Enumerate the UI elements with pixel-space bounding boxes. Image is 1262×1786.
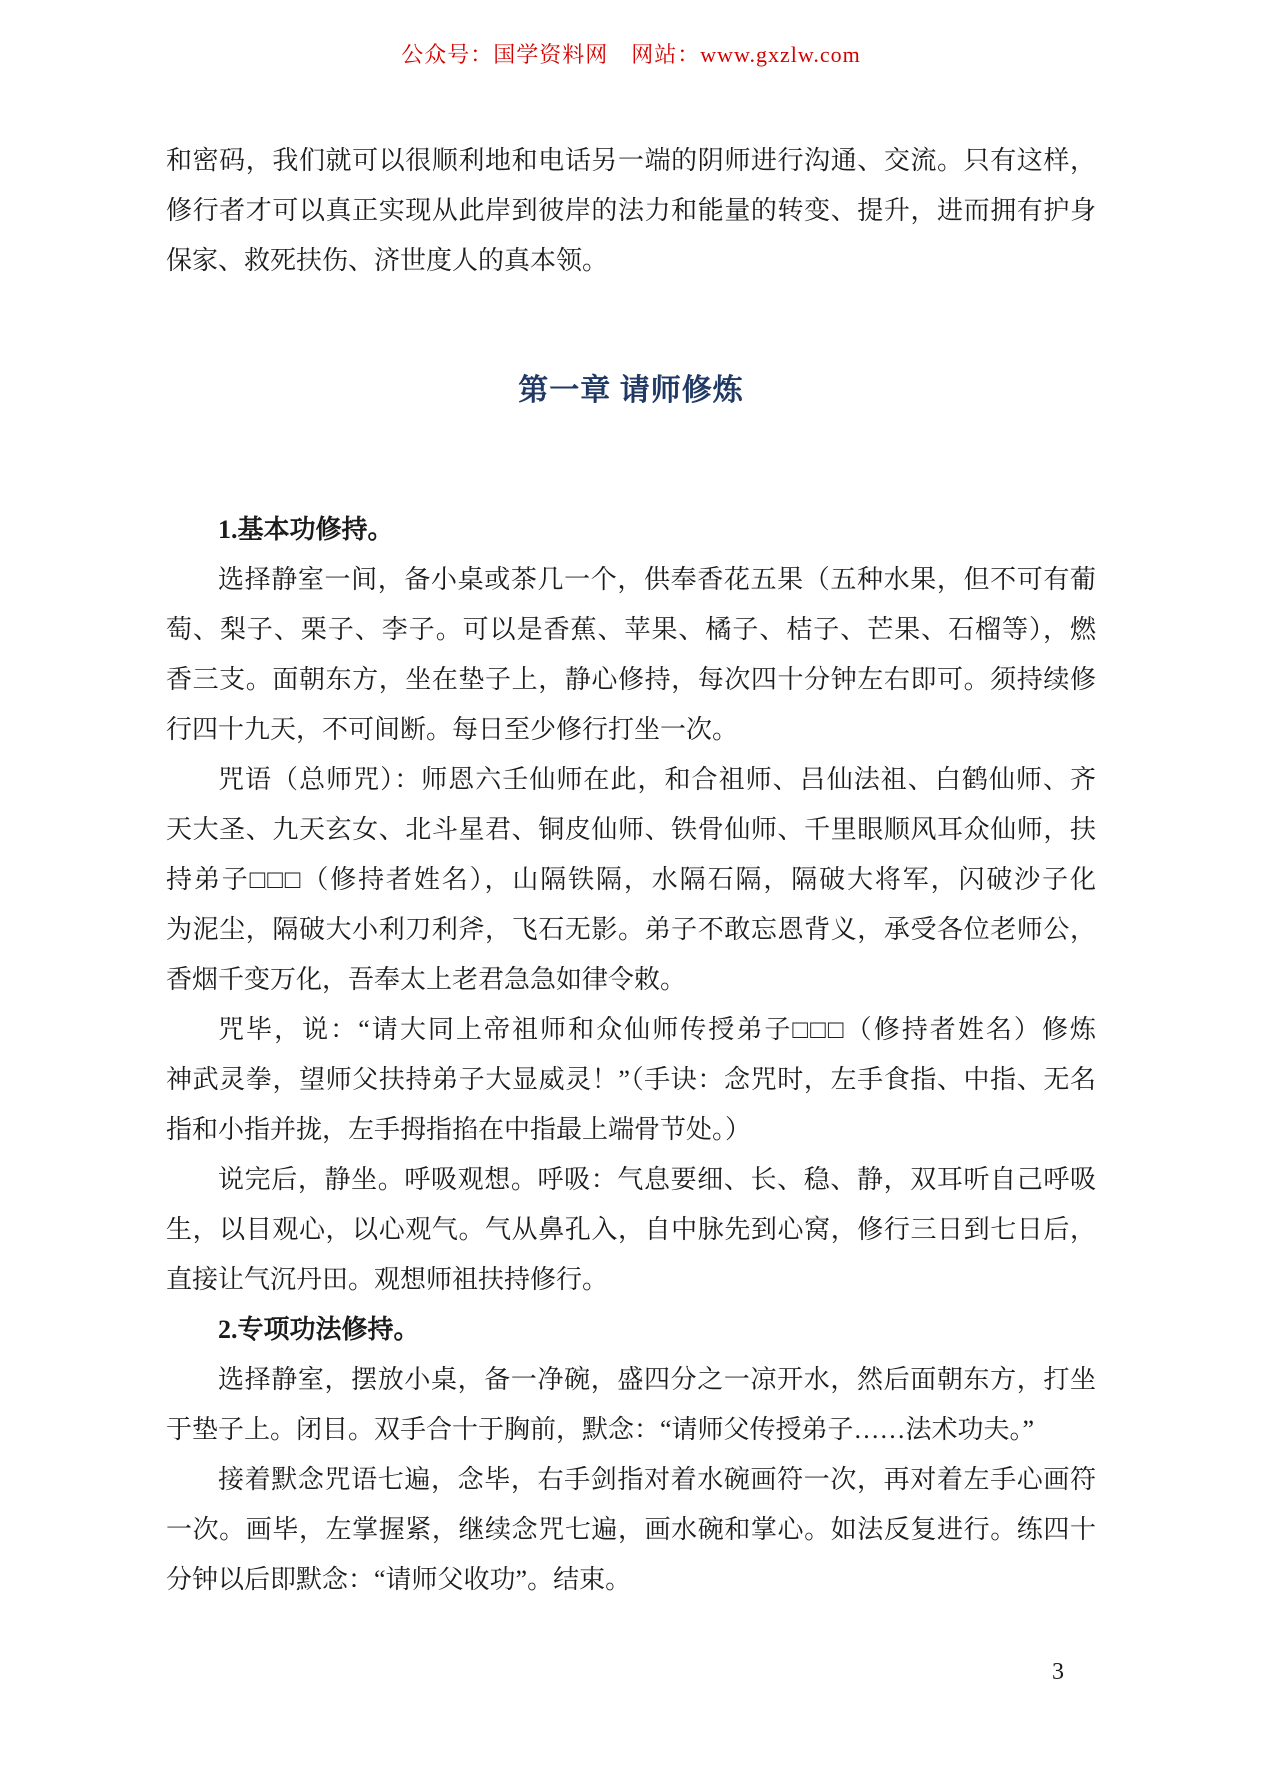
body-line: 为泥尘，隔破大小利刀利斧，飞石无影。弟子不敢忘恩背义，承受各位老师公， bbox=[166, 915, 1096, 944]
chapter-title: 第一章 请师修炼 bbox=[518, 374, 744, 407]
chapter-body bbox=[166, 505, 1096, 1605]
paragraph bbox=[166, 755, 1096, 1005]
body-line: 直接让气沉丹田。观想师祖扶持修行。 bbox=[166, 1265, 609, 1294]
section-heading-1: 1.基本功修持。 bbox=[218, 515, 394, 544]
body-line: 香三支。面朝东方，坐在垫子上，静心修持，每次四十分钟左右即可。须持续修 bbox=[166, 665, 1096, 694]
body-line: 香烟千变万化，吾奉太上老君急急如律令敕。 bbox=[166, 965, 687, 994]
page-content bbox=[166, 136, 1096, 1687]
body-line: 选择静室一间，备小桌或茶几一个，供奉香花五果（五种水果，但不可有葡 bbox=[218, 565, 1096, 594]
body-line: 选择静室，摆放小桌，备一净碗，盛四分之一凉开水，然后面朝东方，打坐 bbox=[218, 1365, 1096, 1394]
body-line: 行四十九天，不可间断。每日至少修行打坐一次。 bbox=[166, 715, 739, 744]
intro-paragraph bbox=[166, 136, 1096, 286]
paragraph bbox=[166, 1155, 1096, 1305]
body-line: 神武灵拳，望师父扶持弟子大显威灵！”（手诀：念咒时，左手食指、中指、无名 bbox=[166, 1065, 1096, 1094]
paragraph bbox=[166, 555, 1096, 755]
body-line: 分钟以后即默念：“请师父收功”。结束。 bbox=[166, 1565, 632, 1594]
body-line: 指和小指并拢，左手拇指掐在中指最上端骨节处。） bbox=[166, 1115, 752, 1144]
body-line: 天大圣、九天玄女、北斗星君、铜皮仙师、铁骨仙师、千里眼顺风耳众仙师，扶 bbox=[166, 815, 1096, 844]
paragraph bbox=[166, 1005, 1096, 1155]
body-line: 持弟子□□□（修持者姓名），山隔铁隔，水隔石隔，隔破大将军，闪破沙子化 bbox=[166, 865, 1096, 894]
body-line: 咒语（总师咒）：师恩六壬仙师在此，和合祖师、吕仙法祖、白鹤仙师、齐 bbox=[218, 765, 1096, 794]
paragraph bbox=[166, 1355, 1096, 1455]
body-line: 萄、梨子、栗子、李子。可以是香蕉、苹果、橘子、桔子、芒果、石榴等），燃 bbox=[166, 615, 1096, 644]
body-line: 一次。画毕，左掌握紧，继续念咒七遍，画水碗和掌心。如法反复进行。练四十 bbox=[166, 1515, 1096, 1544]
site-header: 公众号：国学资料网 网站：www.gxzlw.com bbox=[401, 42, 861, 67]
body-line: 于垫子上。闭目。双手合十于胸前，默念：“请师父传授弟子……法术功夫。” bbox=[166, 1415, 1035, 1444]
body-line: 修行者才可以真正实现从此岸到彼岸的法力和能量的转变、提升，进而拥有护身 bbox=[166, 196, 1096, 225]
body-line: 和密码，我们就可以很顺利地和电话另一端的阴师进行沟通、交流。只有这样， bbox=[166, 146, 1096, 175]
body-line: 说完后，静坐。呼吸观想。呼吸：气息要细、长、稳、静，双耳听自己呼吸 bbox=[218, 1165, 1096, 1194]
paragraph bbox=[166, 1455, 1096, 1605]
body-line: 生，以目观心，以心观气。气从鼻孔入，自中脉先到心窝，修行三日到七日后， bbox=[166, 1215, 1096, 1244]
section-heading-2: 2.专项功法修持。 bbox=[218, 1315, 420, 1344]
body-line: 咒毕，说：“请大同上帝祖师和众仙师传授弟子□□□（修持者姓名）修炼 bbox=[218, 1015, 1096, 1044]
body-line: 接着默念咒语七遍，念毕，右手剑指对着水碗画符一次，再对着左手心画符 bbox=[218, 1465, 1096, 1494]
page-number: 3 bbox=[1052, 1659, 1064, 1685]
body-line: 保家、救死扶伤、济世度人的真本领。 bbox=[166, 246, 609, 275]
